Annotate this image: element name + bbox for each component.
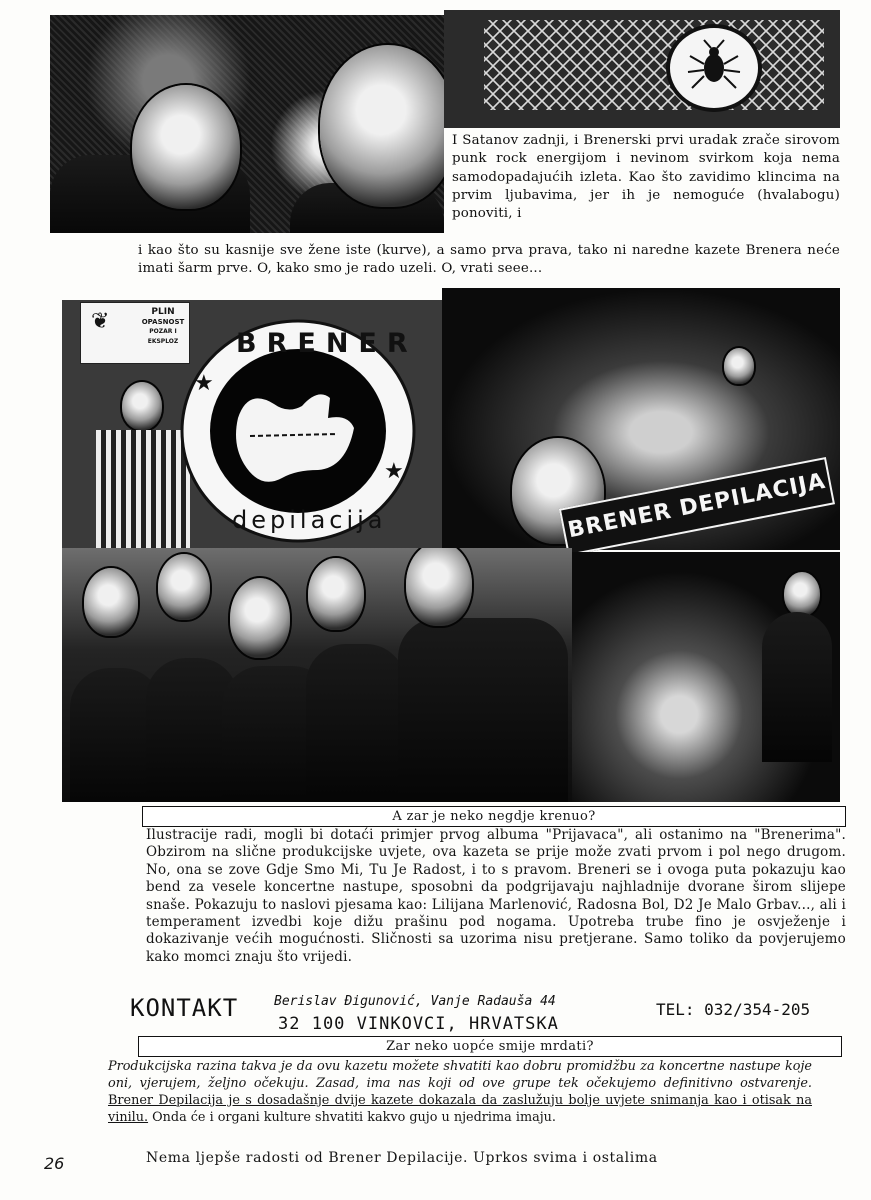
section-2-text-b: Onda će i organi kulture shvatiti kakvo gujo u njedrima imaju. [152, 1110, 556, 1125]
band-logo [178, 318, 418, 544]
intro-paragraph [452, 132, 840, 223]
sign-line-3: POZAR I EKSPLOZ [147, 328, 179, 345]
page-number: 26 [44, 1154, 65, 1173]
logo-star-icon-right: ★ [384, 459, 404, 484]
contact-label: KONTAKT [130, 994, 239, 1022]
fire-icon: ❦ [91, 309, 110, 334]
face-left [132, 85, 240, 209]
banner-text: BRENER DEPILACIJA [565, 468, 828, 544]
closing-line: Nema ljepše radosti od Brener Depilacije. Uprkos svima i ostalima [146, 1150, 658, 1166]
logo-brener-text: BRENER [236, 328, 418, 359]
contact-block [130, 994, 850, 1036]
top-left-band-photo [50, 15, 444, 233]
section-2-paragraph [108, 1058, 812, 1126]
contact-phone: TEL: 032/354-205 [656, 1000, 811, 1019]
section-1-paragraph: Ilustracije radi, mogli bi dotaći primjer prvog albuma "Prijavaca", ali ostanimo na "Brenerima". Obzirom na slične produkcijske uvjete, ova kazeta se prije može zvati prvom i pol nego drugom. No, ona se zove Gdje Smo Mi, Tu Je Radost, i to s pravom. Breneri se i ovoga puta pokazuju kao bend za vesele koncertne nastupe, sposobni da podgrijavaju najhladnije dvorane širom slijepe snaše. Pokazuju to naslovi pjesama kao: Lilijana Marlenović, Radosna Bol, D2 Je Malo Grbav..., ali i temperament izvedbi koje dižu prašinu pod nogama. Upotreba trube fino je osvježenje i dokazivanje većih mogućnosti. Sličnosti sa uzorima nisu pretjerane. Samo toliko da povjerujemo kako momci znaju što vrijedi. [146, 827, 846, 965]
section-2-underlined: Brener Depilacija je s dosadašnje dvije kazete dokazala da zaslužuju bolje uvjete snimanja kao i otisak na vinilu. [108, 1093, 812, 1125]
contact-address-line1: Berislav Đigunović, Vanje Radauša 44 [274, 994, 556, 1009]
logo-depilacija-text: depilacija [232, 506, 387, 534]
face-right [320, 45, 444, 207]
fence-pattern [444, 10, 840, 128]
intro-continuation [138, 242, 840, 279]
bug-icon [684, 38, 744, 98]
band-photo [62, 548, 572, 802]
top-right-photo [444, 10, 840, 128]
sign-line-2: OPASNOST [141, 318, 185, 326]
gas-warning-sign [80, 302, 190, 364]
intro-paragraph-part2: i kao što su kasnije sve žene iste (kurve), a samo prva prava, tako ni naredne kazete Brenera neće imati šarm prve. O, kako smo je rado uzeli. O, vrati seee... [138, 243, 840, 277]
logo-star-icon-left: ★ [194, 371, 214, 396]
section-heading-1: A zar je neko negdje krenuo? [142, 806, 846, 827]
contact-address-line2: 32 100 VINKOVCI, HRVATSKA [278, 1014, 559, 1034]
sign-line-1: PLIN [151, 307, 175, 317]
intro-paragraph-part1: I Satanov zadnji, i Brenerski prvi uradak zrače sirovom punk rock energijom i nevinom svirkom koja nema samodopadajućih izleta. Kao što zavidimo klincima na prvim ljubavima, jer ih je nemoguće (hvalabogu) ponoviti, i [452, 133, 840, 222]
bottom-right-photo [572, 552, 840, 802]
section-2-text-a: Produkcijska razina takva je da ovu kazetu možete shvatiti kao dobru promidžbu za koncertne nastupe koje oni, vjerujem, željno očekuju. Zasad, ima nas koji od ove grupe tek očekujemo definitivno ostvarenje. [108, 1059, 812, 1091]
section-heading-2: Zar neko uopće smije mrdati? [138, 1036, 842, 1057]
